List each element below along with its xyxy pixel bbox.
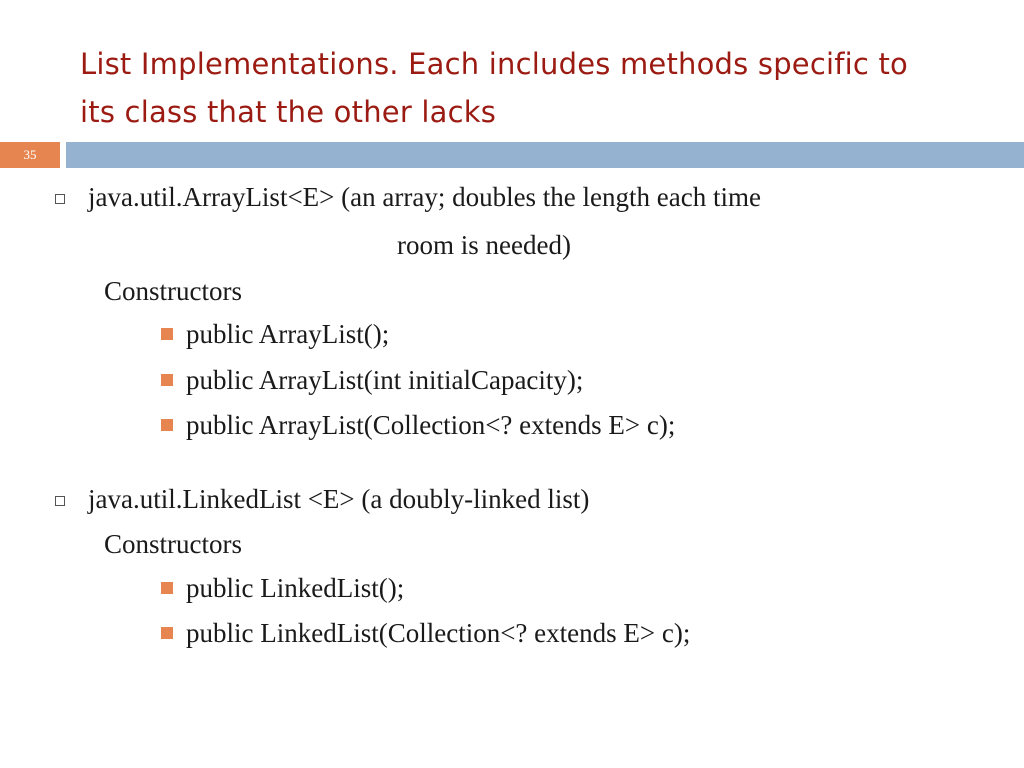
slide-title-line-1: List Implementations. Each includes methods specific to	[80, 47, 908, 81]
arraylist-constructor-item: public ArrayList();	[186, 319, 390, 349]
arraylist-heading-continued: room is needed)	[397, 230, 571, 260]
square-bullet-icon	[161, 328, 173, 340]
square-bullet-icon	[161, 374, 173, 386]
square-bullet-icon	[161, 582, 173, 594]
header-divider-bar	[66, 142, 1024, 168]
linkedlist-constructor-item: public LinkedList(Collection<? extends E> c);	[186, 618, 691, 648]
linkedlist-constructor-item: public LinkedList();	[186, 573, 405, 603]
linkedlist-constructors-label: Constructors	[104, 529, 242, 559]
slide-title	[80, 40, 980, 136]
slide-number: 35	[0, 142, 60, 168]
arraylist-heading: java.util.ArrayList<E> (an array; doubles the length each time	[88, 182, 761, 212]
square-bullet-icon	[161, 627, 173, 639]
slide-title-line-2: its class that the other lacks	[80, 95, 497, 129]
linkedlist-heading: java.util.LinkedList <E> (a doubly-linked list)	[88, 484, 590, 514]
hollow-square-bullet-icon	[55, 194, 65, 204]
square-bullet-icon	[161, 419, 173, 431]
arraylist-constructors-label: Constructors	[104, 276, 242, 306]
arraylist-constructor-item: public ArrayList(int initialCapacity);	[186, 365, 584, 395]
arraylist-constructor-item: public ArrayList(Collection<? extends E> c);	[186, 410, 676, 440]
hollow-square-bullet-icon	[55, 496, 65, 506]
